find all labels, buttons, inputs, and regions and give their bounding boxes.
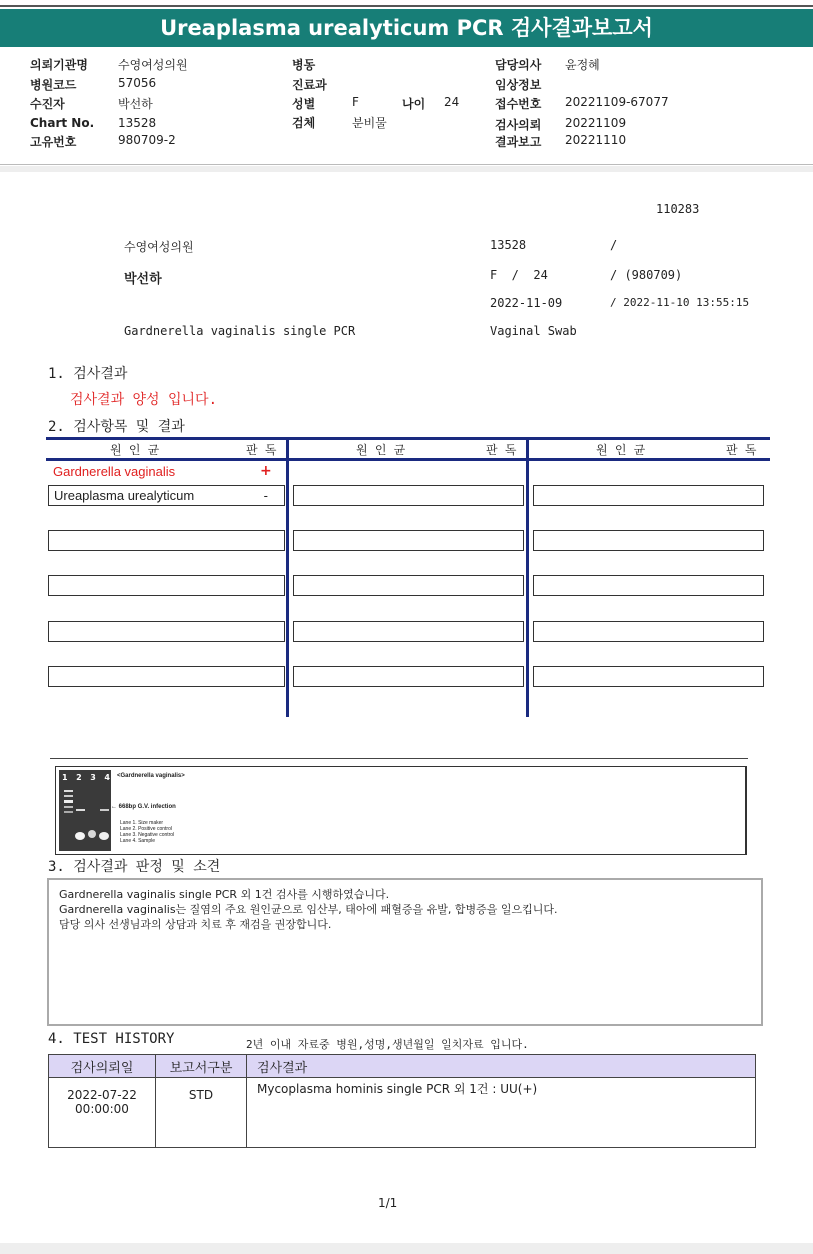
section-3-heading: 3. 검사결과 판정 및 소견 bbox=[48, 859, 221, 875]
result-cell-ureaplasma bbox=[48, 485, 285, 506]
result-cell-empty bbox=[48, 621, 285, 642]
result-cell-empty bbox=[533, 530, 764, 551]
info-chart: 13528 bbox=[490, 238, 527, 252]
info-birth: / (980709) bbox=[610, 268, 683, 282]
value-unique-id: 980709-2 bbox=[118, 133, 176, 147]
info-specimen: Vaginal Swab bbox=[490, 324, 577, 338]
info-report-datetime: / 2022-11-10 13:55:15 bbox=[610, 296, 750, 309]
report-code: 110283 bbox=[656, 202, 700, 216]
result-cell-empty bbox=[48, 666, 285, 687]
label-request-date: 검사의뢰 bbox=[495, 118, 542, 132]
result-cell-empty bbox=[533, 485, 764, 506]
info-test-name: Gardnerella vaginalis single PCR bbox=[124, 324, 356, 338]
gel-panel bbox=[55, 766, 747, 855]
result-cell-empty bbox=[533, 575, 764, 596]
result-cell-empty bbox=[293, 530, 524, 551]
section-1-heading: 1. 검사결과 bbox=[48, 366, 128, 382]
label-doctor: 담당의사 bbox=[495, 58, 542, 72]
result-cell-empty bbox=[48, 575, 285, 596]
result-cell-empty bbox=[293, 666, 524, 687]
col-header-organism-3: 원 인 균 bbox=[596, 443, 646, 457]
table-header-rule bbox=[46, 458, 770, 461]
gel-top-rule bbox=[50, 758, 748, 759]
gel-legend-lane-2: Lane 2. Positive control bbox=[120, 826, 172, 832]
report-title: Ureaplasma urealyticum PCR 검사결과보고서 bbox=[0, 9, 813, 47]
col-header-judgement-1: 판 독 bbox=[246, 443, 277, 457]
value-chart-no: 13528 bbox=[118, 116, 157, 130]
gel-bands bbox=[59, 770, 111, 851]
value-requesting-clinic: 수영여성의원 bbox=[118, 58, 188, 72]
value-doctor: 윤정혜 bbox=[565, 58, 600, 72]
label-sex: 성별 bbox=[292, 97, 316, 111]
gel-lane-1-label: 1 bbox=[62, 773, 68, 782]
label-requesting-clinic: 의뢰기관명 bbox=[30, 58, 88, 72]
label-ward: 병동 bbox=[292, 58, 316, 72]
col-header-judgement-2: 판 독 bbox=[486, 443, 517, 457]
opinion-line-2: Gardnerella vaginalis는 질염의 주요 원인균으로 임산부, 태아에 패혈증을 유발, 합병증을 일으킵니다. bbox=[59, 903, 558, 916]
gel-band-label: ← 668bp G.V. infection bbox=[111, 804, 176, 810]
info-patient: 박선하 bbox=[124, 272, 162, 287]
table-divider-1 bbox=[286, 437, 289, 717]
history-date-cell bbox=[49, 1078, 156, 1148]
label-report-date: 결과보고 bbox=[495, 135, 542, 149]
top-separator bbox=[0, 5, 813, 7]
label-patient: 수진자 bbox=[30, 97, 65, 111]
value-specimen: 분비물 bbox=[352, 116, 387, 130]
value-sex: F bbox=[352, 95, 359, 109]
col-header-organism-1: 원 인 균 bbox=[110, 443, 160, 457]
gel-lane-3-label: 3 bbox=[90, 773, 96, 782]
gel-legend bbox=[120, 820, 174, 844]
history-col-type: 보고서구분 bbox=[156, 1055, 247, 1078]
result-cell-empty bbox=[293, 575, 524, 596]
history-date: 2022-07-22 bbox=[67, 1088, 137, 1102]
footer-band bbox=[0, 1243, 813, 1254]
gel-image bbox=[59, 770, 111, 851]
label-specimen: 검체 bbox=[292, 116, 316, 130]
opinion-line-3: 담당 의사 선생님과의 상담과 치료 후 재검을 권장합니다. bbox=[59, 918, 332, 931]
opinion-box bbox=[47, 878, 763, 1026]
label-clinical-info: 임상정보 bbox=[495, 78, 542, 92]
history-col-result: 검사결과 bbox=[247, 1055, 756, 1078]
label-chart-no: Chart No. bbox=[30, 116, 95, 130]
result-cell-empty bbox=[533, 621, 764, 642]
info-sex-age: F / 24 bbox=[490, 268, 548, 282]
organism-ureaplasma: Ureaplasma urealyticum bbox=[54, 488, 195, 503]
label-unique-id: 고유번호 bbox=[30, 135, 77, 149]
history-type: STD bbox=[156, 1078, 247, 1148]
label-hospital-code: 병원코드 bbox=[30, 78, 77, 92]
gel-legend-lane-1: Lane 1. Size maker bbox=[120, 820, 164, 826]
gel-lane-2-label: 2 bbox=[76, 773, 82, 782]
gel-lane-4-label: 4 bbox=[104, 773, 110, 782]
value-request-date: 20221109 bbox=[565, 116, 627, 130]
header-divider bbox=[0, 164, 813, 165]
label-department: 진료과 bbox=[292, 78, 327, 92]
info-slash: / bbox=[610, 238, 618, 252]
info-clinic: 수영여성의원 bbox=[124, 240, 194, 254]
gel-title: <Gardnerella vaginalis> bbox=[117, 773, 185, 779]
history-col-date: 검사의뢰일 bbox=[49, 1055, 156, 1078]
section-4-heading: 4. TEST HISTORY bbox=[48, 1031, 175, 1047]
history-table bbox=[48, 1054, 756, 1148]
history-time: 00:00:00 bbox=[75, 1102, 129, 1116]
table-top-rule bbox=[46, 437, 770, 440]
history-result: Mycoplasma hominis single PCR 외 1건 : UU(+) bbox=[247, 1078, 756, 1148]
positive-result-text: 검사결과 양성 입니다. bbox=[70, 392, 218, 408]
value-hospital-code: 57056 bbox=[118, 76, 157, 90]
value-age: 24 bbox=[444, 95, 460, 109]
result-cell-empty bbox=[293, 621, 524, 642]
label-age: 나이 bbox=[402, 97, 426, 111]
header-band bbox=[0, 166, 813, 172]
col-header-organism-2: 원 인 균 bbox=[356, 443, 406, 457]
value-patient: 박선하 bbox=[118, 97, 153, 111]
label-receipt-no: 접수번호 bbox=[495, 97, 542, 111]
value-report-date: 20221110 bbox=[565, 133, 627, 147]
result-cell-empty bbox=[48, 530, 285, 551]
opinion-line-1: Gardnerella vaginalis single PCR 외 1건 검사를 시행하였습니다. bbox=[59, 888, 390, 901]
table-divider-2 bbox=[526, 437, 529, 717]
gel-legend-lane-3: Lane 3. Negative control bbox=[120, 832, 175, 838]
gel-legend-lane-4: Lane 4. Sample bbox=[120, 838, 156, 844]
history-note: 2년 이내 자료중 병원,성명,생년월일 일치자료 입니다. bbox=[246, 1038, 529, 1051]
value-receipt-no: 20221109-67077 bbox=[565, 95, 669, 109]
col-header-judgement-3: 판 독 bbox=[726, 443, 757, 457]
section-2-heading: 2. 검사항목 및 결과 bbox=[48, 419, 185, 435]
organism-gardnerella: Gardnerella vaginalis bbox=[53, 464, 176, 479]
judgement-gardnerella: + bbox=[260, 463, 272, 479]
result-cell-empty bbox=[533, 666, 764, 687]
judgement-ureaplasma: - bbox=[263, 488, 268, 503]
table-row bbox=[49, 1078, 756, 1148]
result-cell-empty bbox=[293, 485, 524, 506]
page-number: 1/1 bbox=[378, 1196, 398, 1210]
info-request-date: 2022-11-09 bbox=[490, 296, 563, 310]
